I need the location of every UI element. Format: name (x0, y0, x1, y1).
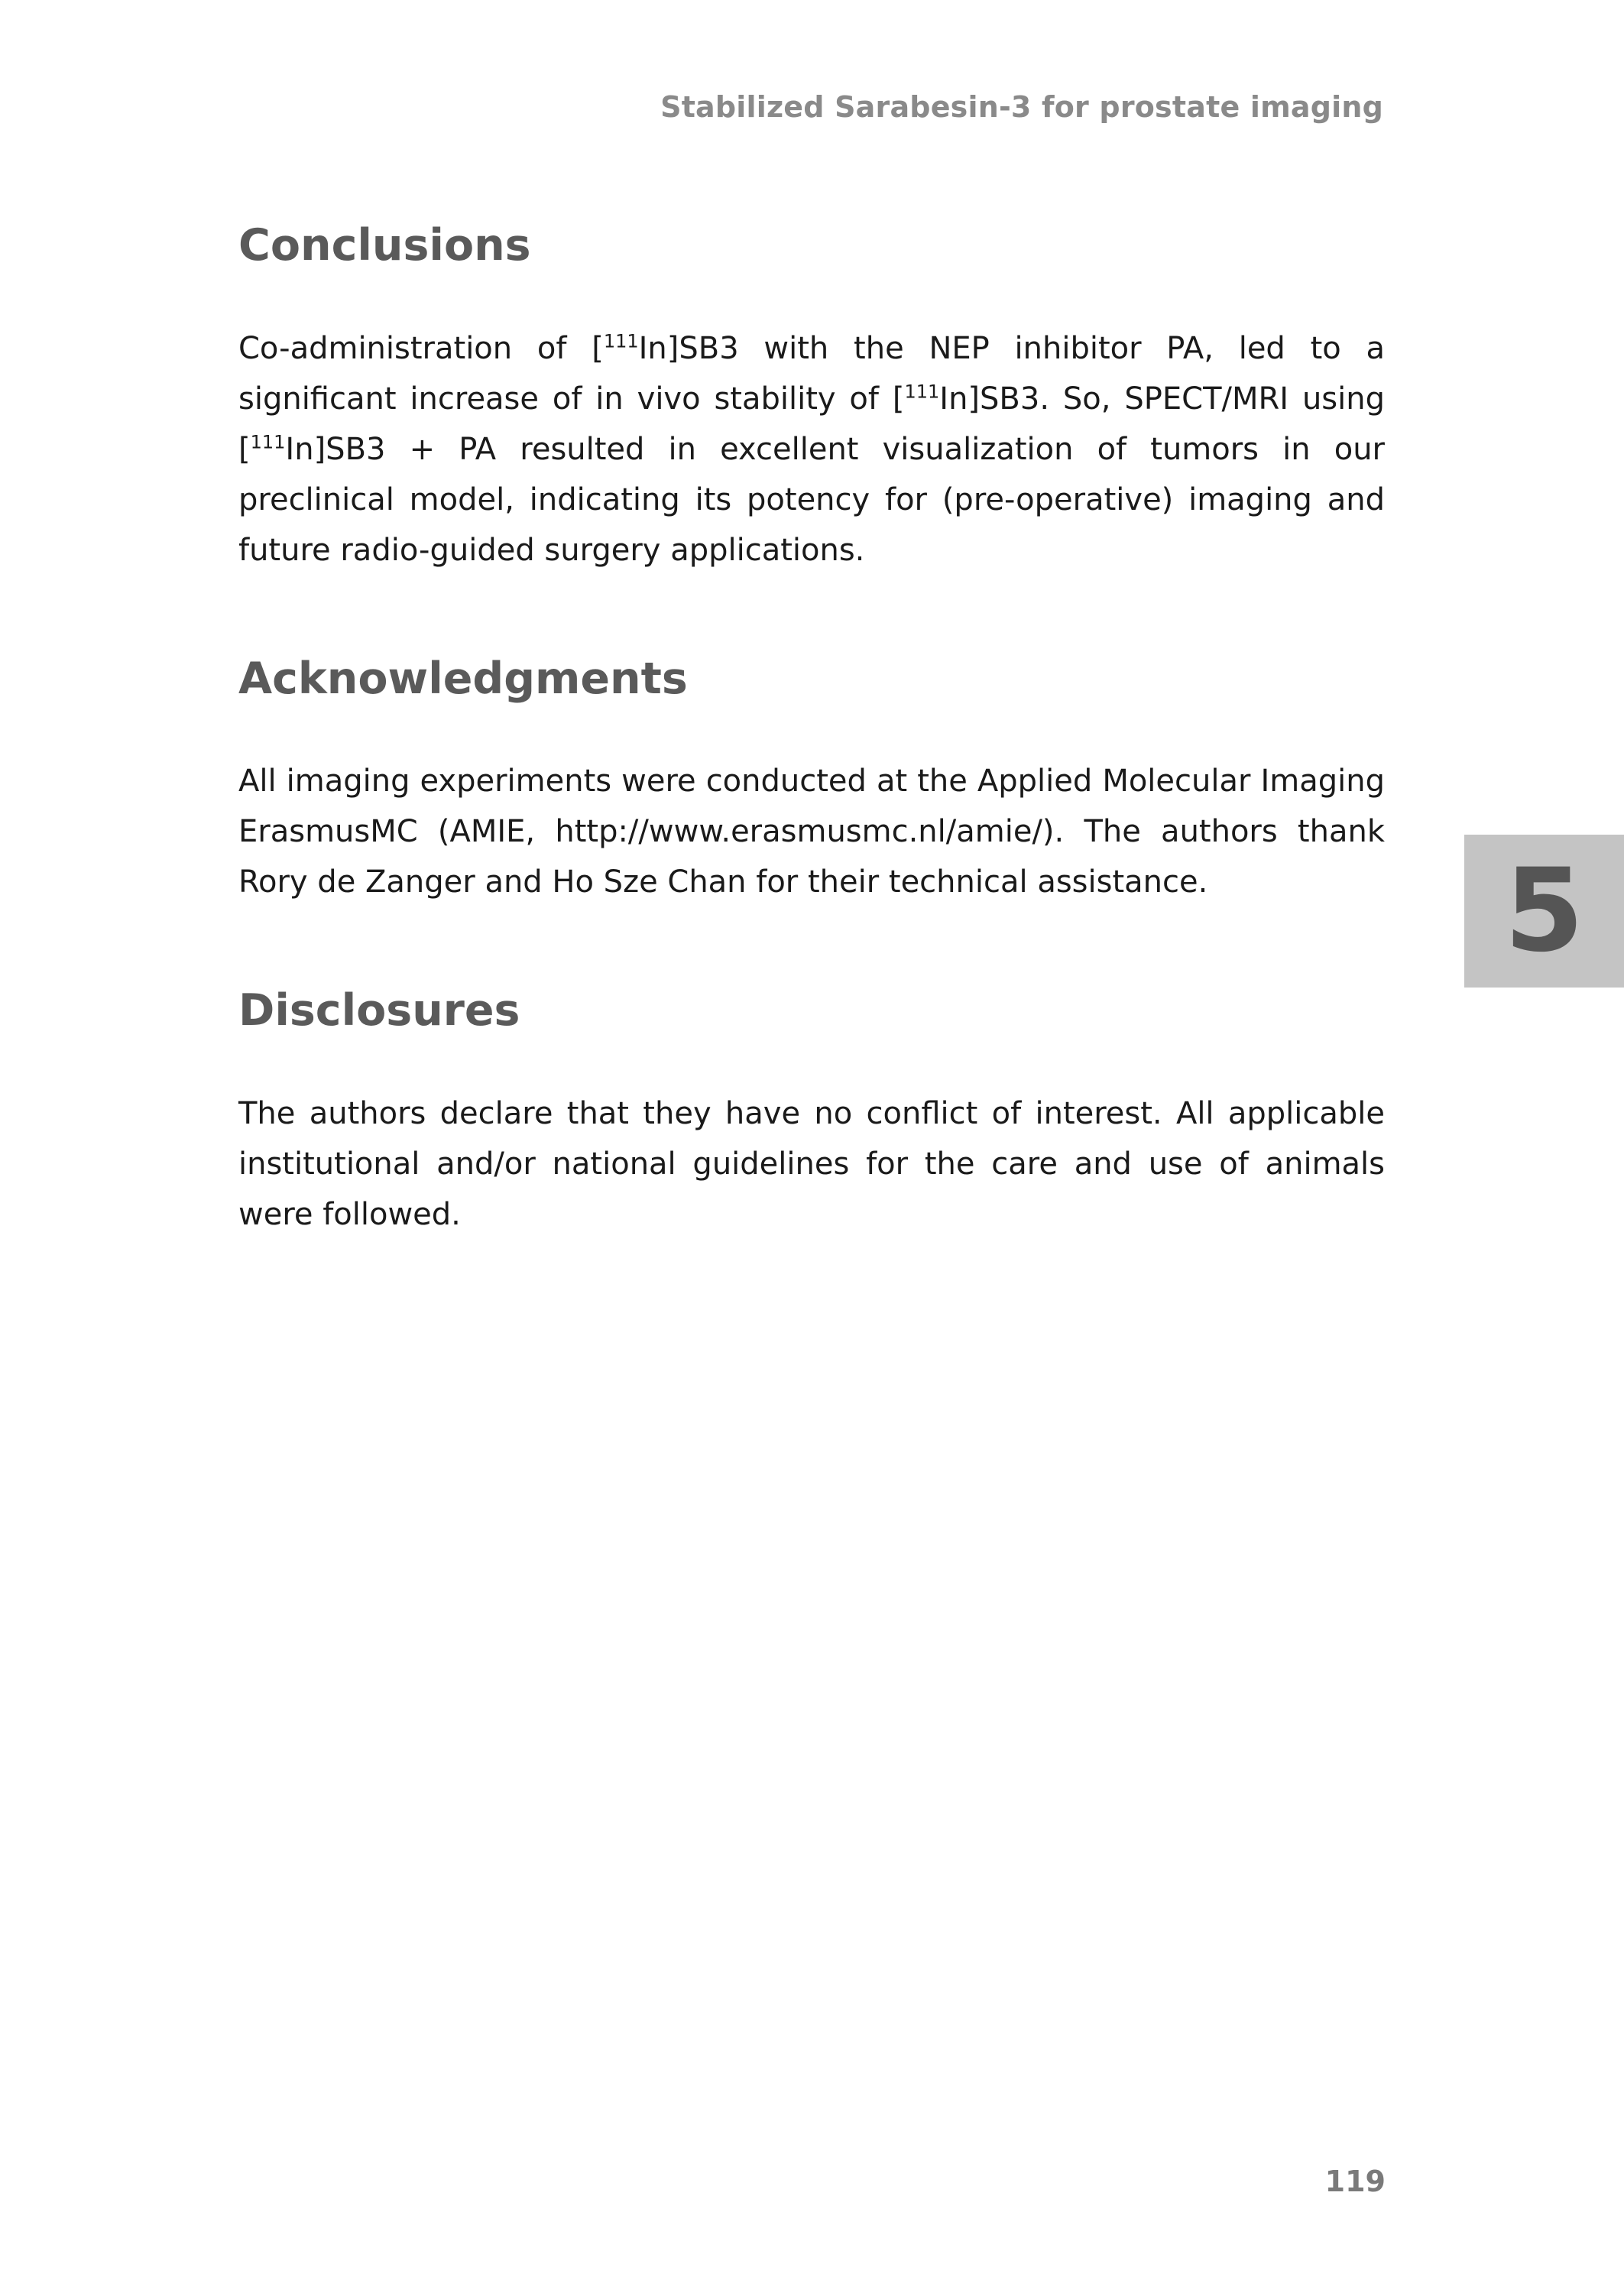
page-body (238, 222, 1385, 1240)
conclusions-text-3: In]SB3. So, SPECT/MRI using [ (238, 381, 1385, 467)
isotope-superscript: 111 (603, 330, 639, 352)
chapter-tab (1464, 835, 1624, 988)
acknowledgments-heading: Acknowledgments (238, 653, 688, 704)
conclusions-heading: Conclusions (238, 220, 531, 271)
page-number: 119 (1324, 2165, 1386, 2198)
running-header: Stabilized Sarabesin-3 for prostate imaging (660, 90, 1383, 124)
conclusions-text-1: Co-administration of [ (238, 330, 604, 366)
conclusions-text-4: In]SB3 + PA resulted in excellent visualization of tumors in our preclinical model, indicating its potency for (pre-operative) imaging and future radio-guided surgery applications. (238, 431, 1385, 568)
conclusions-paragraph (238, 323, 1385, 576)
disclosures-heading: Disclosures (238, 985, 520, 1036)
disclosures-paragraph: The authors declare that they have no conflict of interest. All applicable institutional and/or national guidelines for the care and use of animals were followed. (238, 1096, 1385, 1233)
chapter-number: 5 (1504, 845, 1584, 978)
conclusions-text-2: In]SB3 with the NEP inhibitor PA, led to a significant increase of in vivo stability of [ (238, 330, 1385, 417)
acknowledgments-paragraph: All imaging experiments were conducted at the Applied Molecular Imaging ErasmusMC (AMIE, http://www.erasmusmc.nl/amie/). The authors thank Rory de Zanger and Ho Sze Chan for their technical assistance. (238, 764, 1385, 900)
isotope-superscript: 111 (250, 431, 286, 453)
isotope-superscript: 111 (904, 381, 940, 403)
